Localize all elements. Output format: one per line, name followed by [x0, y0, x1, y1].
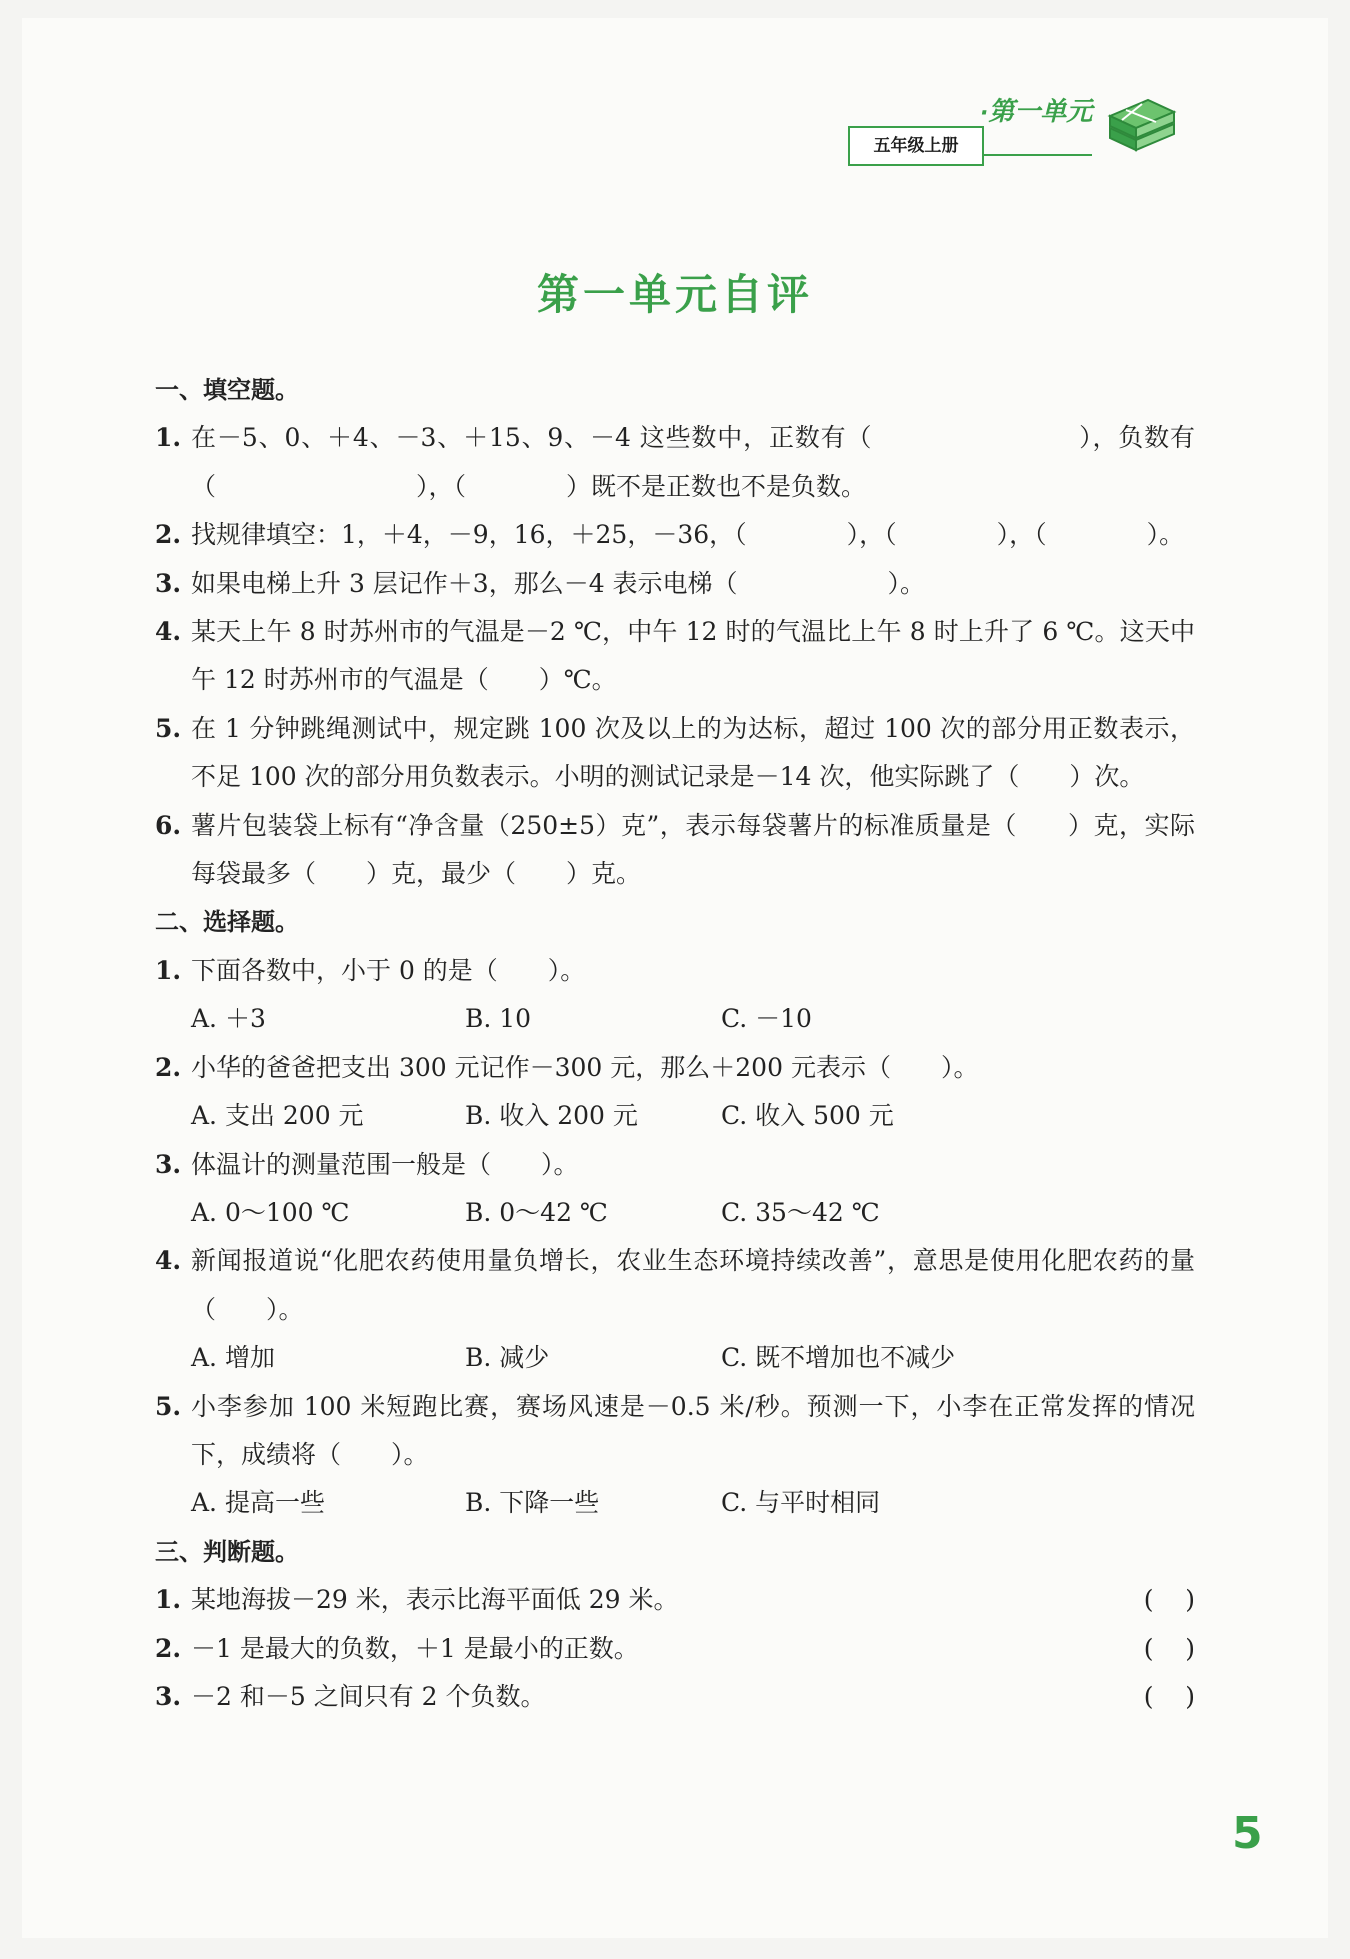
question-text: －1 是最大的负数，＋1 是最小的正数。: [191, 1633, 639, 1663]
unit-text: 第一单元: [988, 97, 1093, 127]
question-item: [155, 1576, 1195, 1624]
question-number: 1.: [155, 1585, 182, 1615]
option-b: B. 收入 200 元: [465, 1101, 638, 1131]
unit-label: [980, 92, 1092, 132]
question-item: [155, 1383, 1195, 1480]
question-text: 体温计的测量范围一般是（ ）。: [191, 1149, 579, 1179]
question-number: 1.: [155, 423, 182, 453]
question-number: 6.: [155, 810, 182, 840]
question-item: [155, 608, 1195, 705]
question-item: [155, 1141, 1195, 1189]
dot-icon: ·: [980, 101, 989, 126]
option-c: C. 与平时相同: [721, 1488, 881, 1518]
question-number: 4.: [155, 617, 182, 647]
answer-parentheses: ( ): [1143, 1633, 1195, 1663]
books-icon: [1106, 94, 1178, 156]
question-text: 如果电梯上升 3 层记作＋3，那么－4 表示电梯（ ）。: [191, 568, 926, 598]
question-text: －2 和－5 之间只有 2 个负数。: [191, 1681, 546, 1711]
question-number: 5.: [155, 1391, 182, 1421]
option-a: A. 提高一些: [191, 1488, 325, 1518]
option-c: C. －10: [721, 1004, 812, 1034]
option-c: C. 收入 500 元: [721, 1101, 894, 1131]
page-number: 5: [1232, 1808, 1263, 1859]
option-row: [155, 995, 1195, 1043]
section-choice-heading: 二、选择题。: [155, 908, 299, 937]
question-number: 2.: [155, 520, 182, 550]
question-text: 新闻报道说“化肥农药使用量负增长，农业生态环境持续改善”，意思是使用化肥农药的量（ ）。: [191, 1246, 1195, 1324]
question-item: [155, 1237, 1195, 1334]
option-b: B. 0～42 ℃: [465, 1197, 608, 1227]
question-text: 某地海拔－29 米，表示比海平面低 29 米。: [191, 1585, 679, 1615]
page-header: [848, 92, 1178, 172]
section-fill-blank-heading: 一、填空题。: [155, 376, 299, 404]
option-c: C. 既不增加也不减少: [721, 1343, 956, 1373]
question-number: 5.: [155, 713, 182, 743]
question-text: 某天上午 8 时苏州市的气温是－2 ℃，中午 12 时的气温比上午 8 时上升了 6 ℃。这天中午 12 时苏州市的气温是（ ）℃。: [191, 617, 1195, 695]
question-number: 2.: [155, 1633, 182, 1663]
option-row: [155, 1479, 1195, 1527]
question-item: [155, 947, 1195, 995]
option-row: [155, 1092, 1195, 1140]
question-text: 小华的爸爸把支出 300 元记作－300 元，那么＋200 元表示（ ）。: [191, 1052, 979, 1082]
question-number: 3.: [155, 1681, 182, 1711]
option-b: B. 下降一些: [465, 1488, 600, 1518]
question-number: 2.: [155, 1052, 182, 1082]
question-text: 薯片包装袋上标有“净含量（250±5）克”，表示每袋薯片的标准质量是（ ）克，实际每袋最多（ ）克，最少（ ）克。: [191, 810, 1195, 889]
option-b: B. 减少: [465, 1343, 550, 1373]
question-text: 找规律填空：1，＋4，－9，16，＋25，－36，（ ），（ ），（ ）。: [191, 520, 1185, 550]
question-text: 在 1 分钟跳绳测试中，规定跳 100 次及以上的为达标，超过 100 次的部分用正数表示，不足 100 次的部分用负数表示。小明的测试记录是－14 次，他实际跳了（ ）次。: [191, 713, 1195, 792]
question-text: 下面各数中，小于 0 的是（ ）。: [191, 955, 586, 985]
option-row: [155, 1189, 1195, 1237]
option-a: A. ＋3: [191, 1004, 266, 1034]
question-number: 4.: [155, 1246, 182, 1276]
question-item: [155, 1625, 1195, 1673]
option-a: A. 0～100 ℃: [191, 1197, 350, 1227]
section-judge-heading: 三、判断题。: [155, 1537, 299, 1566]
option-a: A. 支出 200 元: [191, 1101, 364, 1131]
question-item: [155, 1044, 1195, 1092]
answer-parentheses: ( ): [1143, 1585, 1195, 1615]
exercise-content: [155, 366, 1195, 1721]
question-item: [155, 511, 1195, 559]
option-c: C. 35～42 ℃: [721, 1197, 880, 1227]
question-number: 3.: [155, 568, 182, 598]
question-number: 1.: [155, 955, 182, 985]
question-item: [155, 560, 1195, 608]
question-text: 小李参加 100 米短跑比赛，赛场风速是－0.5 米/秒。预测一下，小李在正常发挥的情况下，成绩将（ ）。: [191, 1391, 1195, 1469]
question-item: [155, 414, 1195, 511]
option-a: A. 增加: [191, 1343, 275, 1373]
grade-label: 五年级上册: [848, 126, 984, 166]
answer-parentheses: ( ): [1143, 1681, 1195, 1711]
question-item: [155, 705, 1195, 802]
question-number: 3.: [155, 1149, 182, 1179]
page-title: 第一单元自评: [536, 270, 813, 319]
question-item: [155, 802, 1195, 899]
header-rule: [982, 154, 1092, 156]
question-text: 在－5、0、＋4、－3、＋15、9、－4 这些数中，正数有（ ），负数有（ ），（ ）既不是正数也不是负数。: [191, 423, 1195, 501]
option-b: B. 10: [465, 1004, 532, 1034]
option-row: [155, 1334, 1195, 1382]
question-item: [155, 1673, 1195, 1721]
